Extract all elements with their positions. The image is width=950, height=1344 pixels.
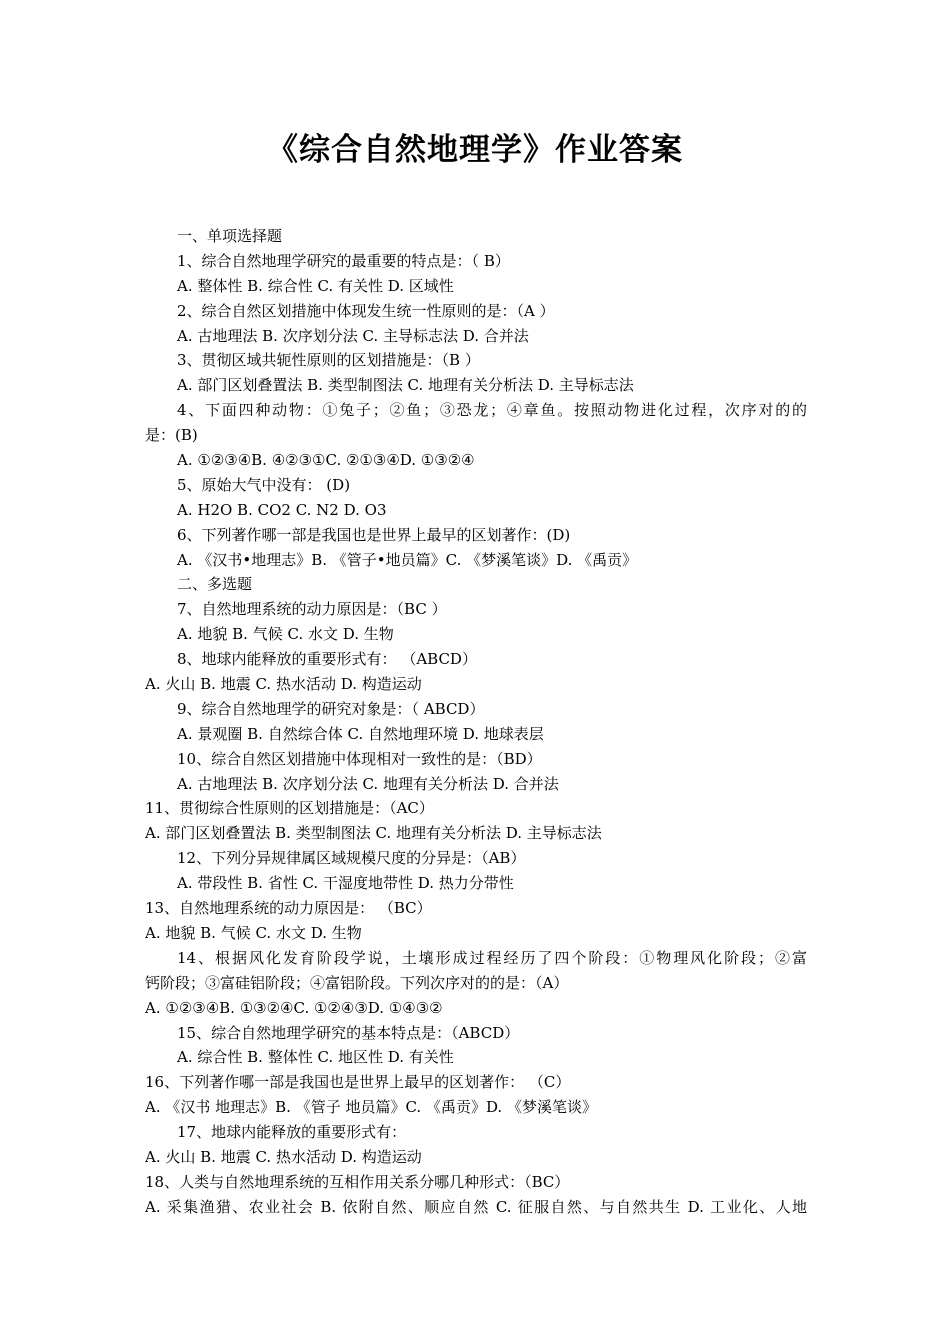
text-line: A. H2O B. CO2 C. N2 D. O3 [177, 500, 387, 519]
text-line: A. 地貌 B. 气候 C. 水文 D. 生物 [177, 625, 394, 644]
text-line: 18、人类与自然地理系统的互相作用关系分哪几种形式：（BC） [145, 1172, 570, 1191]
text-line: A. 部门区划叠置法 B. 类型制图法 C. 地理有关分析法 D. 主导标志法 [145, 824, 602, 843]
text-line: 5、原始大气中没有： (D) [177, 475, 351, 494]
text-line: 8、地球内能释放的重要形式有： （ABCD） [177, 650, 477, 669]
text-line: A. 《汉书 地理志》B. 《管子 地员篇》C. 《禹贡》D. 《梦溪笔谈》 [145, 1098, 597, 1117]
document-title: 《综合自然地理学》作业答案 [267, 132, 683, 168]
text-line: 7、自然地理系统的动力原因是：（BC ） [177, 600, 447, 619]
text-line: A. 火山 B. 地震 C. 热水活动 D. 构造运动 [145, 1147, 422, 1166]
text-line: A. 《汉书•地理志》B. 《管子•地员篇》C. 《梦溪笔谈》D. 《禹贡》 [177, 550, 638, 569]
text-line: 11、贯彻综合性原则的区划措施是：（AC） [145, 799, 434, 818]
text-line: 12、下列分异规律属区域规模尺度的分异是：（AB） [177, 849, 526, 868]
text-line: A. 火山 B. 地震 C. 热水活动 D. 构造运动 [145, 675, 422, 694]
text-line: A. 地貌 B. 气候 C. 水文 D. 生物 [145, 923, 362, 942]
text-line: A. 带段性 B. 省性 C. 干湿度地带性 D. 热力分带性 [177, 874, 514, 893]
text-line: A. 部门区划叠置法 B. 类型制图法 C. 地理有关分析法 D. 主导标志法 [177, 376, 634, 395]
text-line: 4、下面四种动物：①兔子；②鱼；③恐龙；④章鱼。按照动物进化过程，次序对的的 [177, 401, 807, 420]
text-line: A. 整体性 B. 综合性 C. 有关性 D. 区域性 [177, 276, 454, 295]
text-line: 2、综合自然区划措施中体现发生统一性原则的是：（A ） [177, 301, 555, 320]
text-line: A. 综合性 B. 整体性 C. 地区性 D. 有关性 [177, 1048, 454, 1067]
text-line: 6、下列著作哪一部是我国也是世界上最早的区划著作：(D) [177, 525, 571, 544]
text-line: 15、综合自然地理学研究的基本特点是：（ABCD） [177, 1023, 520, 1042]
text-line: A. ①②③④B. ①③②④C. ①②④③D. ①④③② [145, 998, 443, 1017]
text-line: 17、地球内能释放的重要形式有： [177, 1123, 407, 1142]
text-line: 是：(B) [145, 426, 198, 445]
text-line: A. 古地理法 B. 次序划分法 C. 地理有关分析法 D. 合并法 [177, 774, 559, 793]
text-line: 3、贯彻区域共轭性原则的区划措施是：（B ） [177, 351, 480, 370]
text-line: A. 采集渔猎、农业社会 B. 依附自然、顺应自然 C. 征服自然、与自然共生 D. 工业化、人地 [145, 1197, 807, 1216]
text-line: 二、多选题 [177, 575, 253, 594]
text-line: A. 古地理法 B. 次序划分法 C. 主导标志法 D. 合并法 [177, 326, 529, 345]
text-line: 1、综合自然地理学研究的最重要的特点是：（ B） [177, 251, 510, 270]
text-line: A. ①②③④B. ④②③①C. ②①③④D. ①③②④ [177, 451, 475, 470]
text-line: 一、单项选择题 [177, 227, 283, 245]
text-line: A. 景观圈 B. 自然综合体 C. 自然地理环境 D. 地球表层 [177, 724, 544, 743]
text-line: 16、下列著作哪一部是我国也是世界上最早的区划著作： （C） [145, 1073, 571, 1092]
text-line: 10、综合自然区划措施中体现相对一致性的是：（BD） [177, 749, 542, 768]
text-line: 钙阶段；③富硅铝阶段；④富铝阶段。下列次序对的的是：（A） [145, 973, 569, 992]
text-line: 14、根据风化发育阶段学说，土壤形成过程经历了四个阶段：①物理风化阶段；②富 [177, 948, 807, 967]
document-body [145, 224, 807, 1220]
text-line: 9、综合自然地理学的研究对象是：（ ABCD） [177, 699, 485, 718]
text-line: 13、自然地理系统的动力原因是： （BC） [145, 899, 432, 918]
